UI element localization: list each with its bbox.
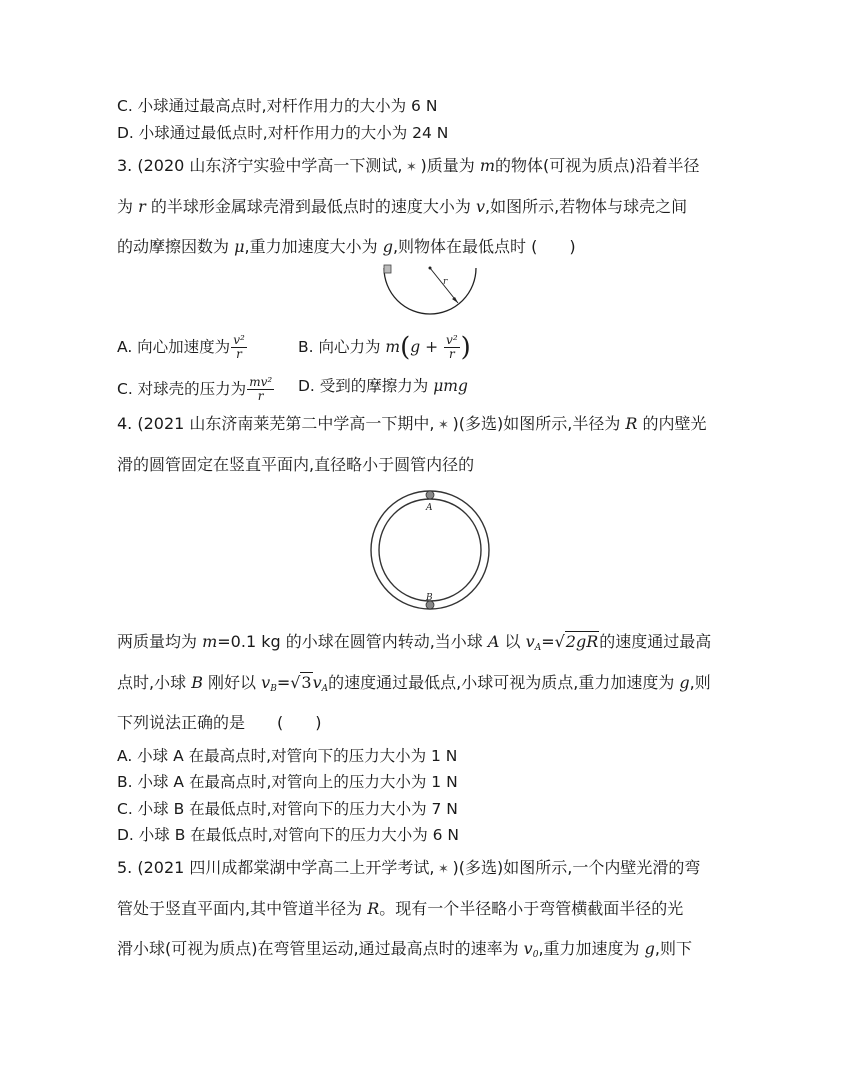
q3-option-c: C. 对球壳的压力为 $\frac{\text{mv²}}{r}$	[117, 375, 273, 403]
q3-hemisphere-figure	[378, 262, 482, 320]
q4-option-a: A. 小球 A 在最高点时,对管向下的压力大小为 1 N	[117, 747, 458, 765]
radius-label: r	[443, 277, 448, 287]
q4-stem-line-1: 4. (2021 山东济南莱芜第二中学高一下期中, ✶ )(多选)如图所示,半径为 R 的内壁光	[117, 414, 707, 436]
q3-option-d: D. 受到的摩擦力为 μmg	[298, 377, 468, 395]
star-icon: ✶	[438, 862, 449, 877]
block-object	[384, 265, 391, 273]
q2-option-c: C. 小球通过最高点时,对杆作用力的大小为 6 N	[117, 97, 438, 115]
inner-tube-wall	[379, 499, 481, 601]
star-icon: ✶	[406, 160, 417, 175]
ball-a	[426, 491, 434, 499]
q3-option-b: B. 向心力为 m(g + $\frac{\text{v²}}{r}$ )	[298, 332, 471, 363]
q3-option-a: A. 向心加速度为 $\frac{\text{v²}}{r}$	[117, 333, 245, 361]
q3-stem-line-3: 的动摩擦因数为 μ,重力加速度大小为 g,则物体在最低点时 ( )	[117, 237, 576, 256]
q5-stem-line-3: 滑小球(可视为质点)在弯管里运动,通过最高点时的速率为 $v_0$,重力加速度为 g,则下	[117, 939, 692, 960]
fraction: $\frac{\text{mv²}}{r}$	[249, 375, 273, 403]
fraction: $\frac{\text{v²}}{r}$	[233, 333, 245, 361]
q2-option-d: D. 小球通过最低点时,对杆作用力的大小为 24 N	[117, 124, 449, 142]
q5-stem-line-2: 管处于竖直平面内,其中管道半径为 R。现有一个半径略小于弯管横截面半径的光	[117, 899, 684, 918]
q4-option-b: B. 小球 A 在最高点时,对管向上的压力大小为 1 N	[117, 773, 458, 791]
sqrt: √3	[290, 673, 312, 692]
label-a: A	[426, 503, 433, 513]
q3-stem-line-1: 3. (2020 山东济宁实验中学高一下测试, ✶ )质量为 m的物体(可视为质点)沿着半径	[117, 156, 700, 178]
q4-stem-line-4: 点时,小球 B 刚好以 $v_B=√3v_A$的速度通过最低点,小球可视为质点,重力加速度为 g,则	[117, 673, 711, 694]
star-icon: ✶	[438, 418, 449, 433]
q4-stem-line-3: 两质量均为 m=0.1 kg 的小球在圆管内转动,当小球 A 以 $v_A=√2gR$的速度通过最高	[117, 632, 712, 653]
q4-option-c: C. 小球 B 在最低点时,对管向下的压力大小为 7 N	[117, 800, 458, 818]
q4-tube-figure	[368, 488, 492, 612]
q4-option-d: D. 小球 B 在最低点时,对管向下的压力大小为 6 N	[117, 826, 460, 844]
q5-stem-line-1: 5. (2021 四川成都棠湖中学高二上开学考试, ✶ )(多选)如图所示,一个内壁光滑的弯	[117, 858, 700, 880]
q4-stem-line-2: 滑的圆管固定在竖直平面内,直径略小于圆管内径的	[117, 455, 475, 474]
fraction: $\frac{\text{v²}}{r}$	[446, 333, 458, 361]
label-b: B	[426, 593, 433, 603]
q4-stem-line-5: 下列说法正确的是 ( )	[117, 713, 322, 732]
sqrt: √2gR	[554, 632, 599, 651]
hemisphere-shell	[384, 268, 476, 314]
q3-stem-line-2: 为 r 的半球形金属球壳滑到最低点时的速度大小为 v,如图所示,若物体与球壳之间	[117, 197, 688, 216]
